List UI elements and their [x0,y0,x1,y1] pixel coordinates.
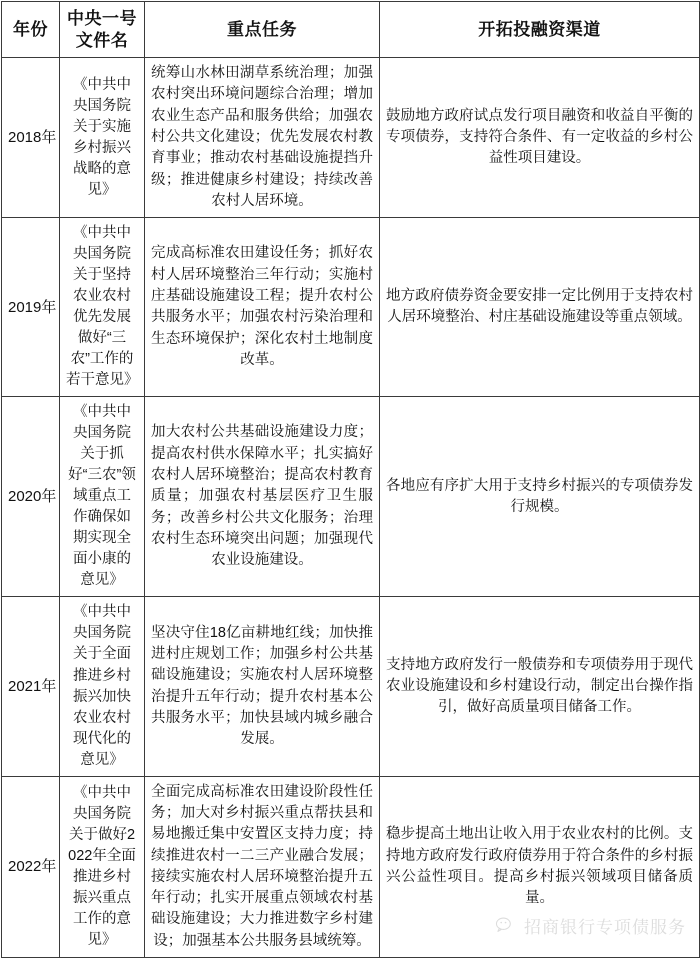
cell-document: 《中共中央国务院关于抓好“三农”领域重点工作确保如期实现全面小康的意见》 [60,397,145,597]
table-body [2,58,700,958]
cell-financing: 支持地方政府发行一般债券和专项债券用于现代农业设施建设和乡村建设行动，制定出台操作指引，做好高质量项目储备工作。 [380,597,700,776]
cell-year: 2019年 [2,218,60,397]
cell-year: 2018年 [2,58,60,218]
table-row [2,397,700,597]
cell-document: 《中共中央国务院关于坚持农业农村优先发展做好“三农”工作的若干意见》 [60,218,145,397]
cell-financing: 稳步提高土地出让收入用于农业农村的比例。支持地方政府发行政府债券用于符合条件的乡村振兴公益性项目。提高乡村振兴领域项目储备质量。 [380,776,700,958]
cell-tasks: 全面完成高标准农田建设阶段性任务；加大对乡村振兴重点帮扶县和易地搬迁集中安置区支持力度；持续推进农村一二三产业融合发展；接续实施农村人居环境整治提升五年行动；扎实开展重点领域农村基础设施建设；大力推进数字乡村建设；加强基本公共服务县域统筹。 [145,776,380,958]
table-row [2,58,700,218]
table-header-row [2,2,700,58]
cell-tasks: 完成高标准农田建设任务；抓好农村人居环境整治三年行动；实施村庄基础设施建设工程；提升农村公共服务水平；加强农村污染治理和生态环境保护；深化农村土地制度改革。 [145,218,380,397]
table-row [2,218,700,397]
column-header-tasks: 重点任务 [145,2,380,58]
cell-financing: 地方政府债券资金要安排一定比例用于支持农村人居环境整治、村庄基础设施建设等重点领域。 [380,218,700,397]
watermark-text: 招商银行专项债服务 [524,918,686,937]
cell-financing: 鼓励地方政府试点发行项目融资和收益自平衡的专项债券，支持符合条件、有一定收益的乡村公益性项目建设。 [380,58,700,218]
cell-document: 《中共中央国务院关于实施乡村振兴战略的意见》 [60,58,145,218]
cell-document: 《中共中央国务院关于做好2022年全面推进乡村振兴重点工作的意见》 [60,776,145,958]
cell-document: 《中共中央国务院关于全面推进乡村振兴加快农业农村现代化的意见》 [60,597,145,776]
cell-year: 2021年 [2,597,60,776]
cell-tasks: 坚决守住18亿亩耕地红线；加快推进村庄规划工作；加强乡村公共基础设施建设；实施农村人居环境整治提升五年行动；提升农村基本公共服务水平；加快县域内城乡融合发展。 [145,597,380,776]
cell-financing: 各地应有序扩大用于支持乡村振兴的专项债券发行规模。 [380,397,700,597]
table-row [2,776,700,958]
cell-year: 2020年 [2,397,60,597]
central-document-policy-table [1,1,700,958]
table-row [2,597,700,776]
column-header-year: 年份 [2,2,60,58]
policy-table-page [0,1,700,949]
cell-year: 2022年 [2,776,60,958]
cell-tasks: 加大农村公共基础设施建设力度；提高农村供水保障水平；扎实搞好农村人居环境整治；提高农村教育质量；加强农村基层医疗卫生服务；改善乡村公共文化服务；治理农村生态环境突出问题；加强现代农业设施建设。 [145,397,380,597]
column-header-financing: 开拓投融资渠道 [380,2,700,58]
table-header [2,2,700,58]
column-header-document: 中央一号文件名 [60,2,145,58]
cell-tasks: 统筹山水林田湖草系统治理；加强农村突出环境问题综合治理；增加农业生态产品和服务供给；加强农村公共文化建设；优先发展农村教育事业；推动农村基础设施提挡升级；推进健康乡村建设；持续改善农村人居环境。 [145,58,380,218]
